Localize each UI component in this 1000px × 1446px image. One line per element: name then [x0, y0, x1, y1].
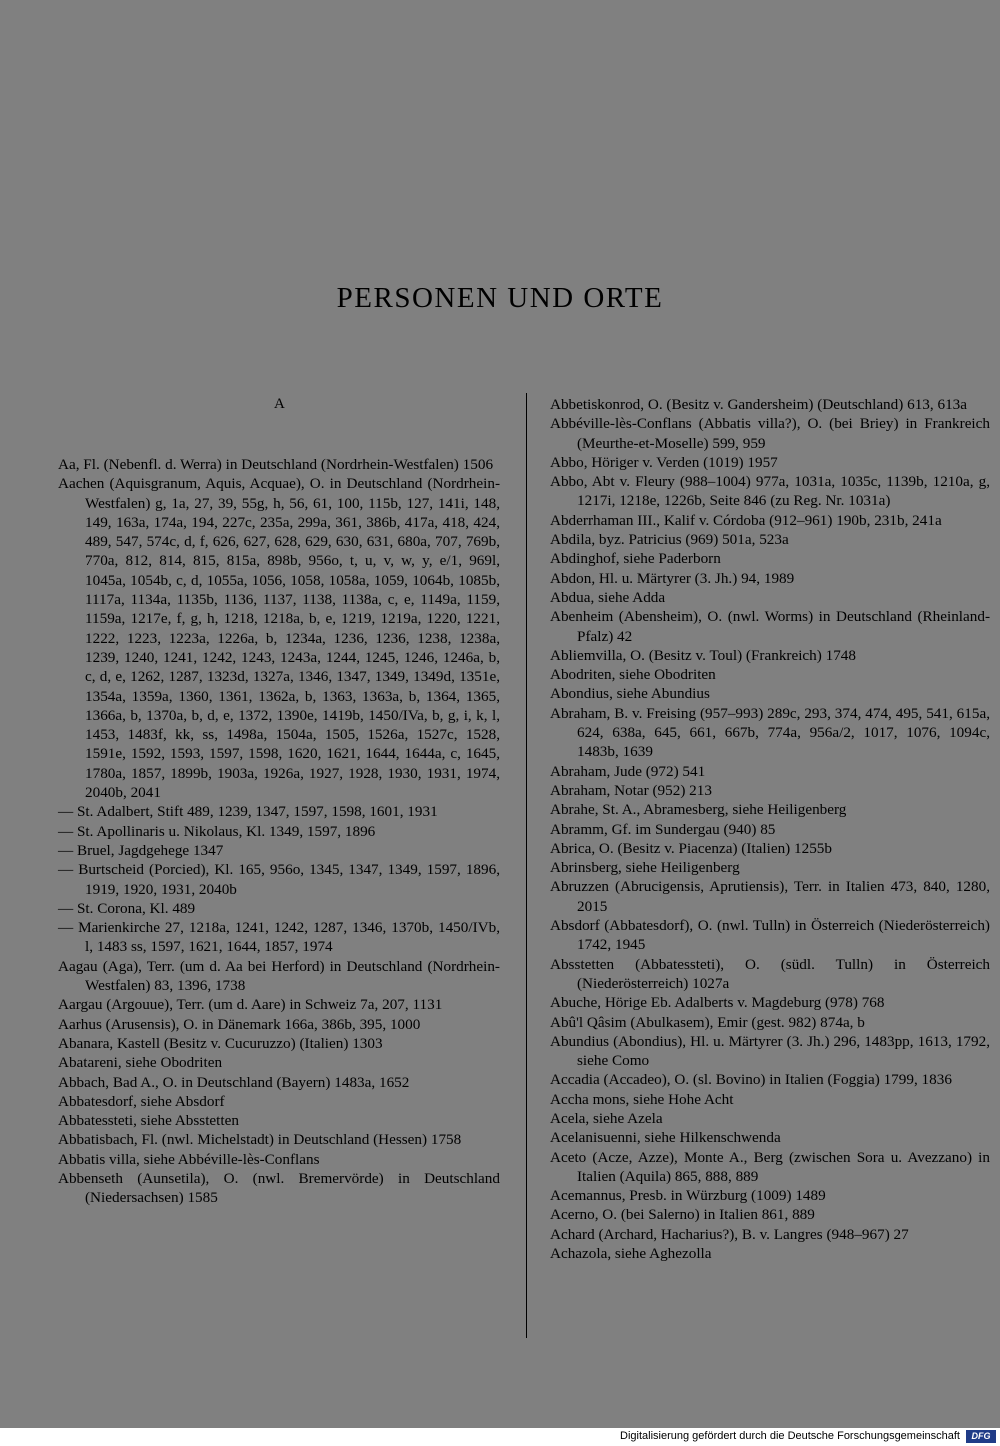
index-entry: Achazola, siehe Aghezolla — [550, 1245, 712, 1263]
index-entry: Abraham, Jude (972) 541 — [550, 762, 706, 780]
index-column-right — [550, 395, 990, 1263]
index-entry: Abundius (Abondius), Hl. u. Märtyrer (3. Jh.) 296, 1483pp, 1613, 1792, siehe Como — [550, 1032, 990, 1070]
index-entry: Abrahe, St. A., Abramesberg, siehe Heiligenberg — [550, 801, 847, 819]
index-entry: Abramm, Gf. im Sundergau (940) 85 — [550, 820, 776, 838]
index-entry: — Bruel, Jagdgehege 1347 — [58, 841, 224, 859]
index-entry: Absstetten (Abbatessteti), O. (südl. Tulln) in Österreich (Niederösterreich) 1027a — [550, 955, 990, 992]
index-entry: Abbo, Abt v. Fleury (988–1004) 977a, 1031a, 1035c, 1139b, 1210a, g, 1217i, 1218e, 1226b, Seite 846 (zu Reg. Nr. 1031a) — [550, 473, 990, 510]
index-entry: Acela, siehe Azela — [550, 1109, 663, 1127]
index-entry: Abbatis villa, siehe Abbéville-lès-Conflans — [58, 1150, 320, 1168]
index-entry: Abbatesdorf, siehe Absdorf — [58, 1092, 225, 1110]
index-entry: Abbatisbach, Fl. (nwl. Michelstadt) in Deutschland (Hessen) 1758 — [58, 1131, 462, 1149]
index-entry: Acelanisuenni, siehe Hilkenschwenda — [550, 1129, 781, 1147]
index-entry: — St. Corona, Kl. 489 — [58, 899, 196, 917]
index-entry: — St. Apollinaris u. Nikolaus, Kl. 1349, 1597, 1896 — [58, 822, 376, 840]
index-entry: Abbenseth (Aunsetila), O. (nwl. Bremervörde) in Deutschland (Niedersachsen) 1585 — [58, 1169, 500, 1207]
index-entry: Abodriten, siehe Obodriten — [550, 666, 716, 684]
column-divider — [526, 393, 527, 1338]
index-entry: Abderrhaman III., Kalif v. Córdoba (912–961) 190b, 231b, 241a — [550, 511, 942, 529]
index-entry: Abbatessteti, siehe Absstetten — [58, 1112, 239, 1130]
index-entry: Abbetiskonrod, O. (Besitz v. Gandersheim) (Deutschland) 613, 613a — [550, 396, 967, 413]
index-entry: Abliemvilla, O. (Besitz v. Toul) (Frankreich) 1748 — [550, 646, 856, 664]
page-title: PERSONEN UND ORTE — [336, 282, 664, 314]
footer-bar — [0, 1428, 1000, 1446]
index-entry: Abuche, Hörige Eb. Adalberts v. Magdeburg (978) 768 — [550, 994, 885, 1012]
index-entry: Aachen (Aquisgranum, Aquis, Acquae), O. in Deutschland (Nordrhein-Westfalen) g, 1a, 27, 39, 55g, h, 56, 61, 100, 115b, 127, 141i, 148, 149, 163a, 174a, 194, 227c, 235a, 299a, 361, 386b, 417a, 418, 424, 489, 547, 574c, d, f, 626, 627, 628, 629, 630, 631, 680a, 707, 769b, 770a, 812, 814, 815, 815a, 898b, 956o, t, u, v, w, y, e/1, 969l, 1045a, 1054b, c, d, 1055a, 1056, 1058, 1058a, 1059, 1064b, 1085b, 1117a, 1134a, 1135b, 1136, 1137, 1138, 1138a, c, e, 1149a, 1159, 1159a, 1217e, f, g, h, 1218, 1218a, b, e, 1219, 1219a, 1220, 1221, 1222, 1223, 1223a, 1226a, b, 1234a, 1236, 1236, 1238, 1238a, 1239, 1240, 1241, 1242, 1243, 1243a, 1244, 1245, 1246, 1246a, b, c, d, e, 1262, 1287, 1323d, 1327a, 1346, 1347, 1349, 1349d, 1351e, 1354a, 1359a, 1360, 1361, 1362a, b, 1363, 1363a, b, 1364, 1365, 1366a, b, 1370a, b, d, e, 1372, 1390e, 1419b, 1450/IVa, b, g, i, k, l, 1453, 1483f, kk, ss, 1498a, 1504a, 1505, 1526a, 1527c, 1528, 1591e, 1592, 1593, 1597, 1598, 1620, 1621, 1644, 1644a, c, 1645, 1780a, 1857, 1899b, 1903a, 1926a, 1927, 1928, 1930, 1931, 1974, 2040b, 2041 — [58, 475, 500, 802]
index-entry: Achard (Archard, Hacharius?), B. v. Langres (948–967) 27 — [550, 1225, 909, 1243]
index-entry: Aceto (Acze, Azze), Monte A., Berg (zwischen Sora u. Avezzano) in Italien (Aquila) 865, 888, 889 — [550, 1148, 990, 1185]
index-entry: Aarhus (Arusensis), O. in Dänemark 166a, 386b, 395, 1000 — [58, 1015, 421, 1033]
index-entry: Aagau (Aga), Terr. (um d. Aa bei Herford) in Deutschland (Nordrhein-Westfalen) 83, 1396, 1738 — [58, 957, 500, 995]
index-entry: Acerno, O. (bei Salerno) in Italien 861, 889 — [550, 1206, 815, 1224]
index-entry: Abondius, siehe Abundius — [550, 685, 710, 703]
index-entry: Aa, Fl. (Nebenfl. d. Werra) in Deutschland (Nordrhein-Westfalen) 1506 — [58, 456, 494, 473]
index-entry: Abbo, Höriger v. Verden (1019) 1957 — [550, 453, 778, 471]
index-column-left — [58, 455, 500, 1208]
index-entry: Abanara, Kastell (Besitz v. Cucuruzzo) (Italien) 1303 — [58, 1034, 383, 1052]
index-entry: — Burtscheid (Porcied), Kl. 165, 956o, 1345, 1347, 1349, 1597, 1896, 1919, 1920, 1931, 2040b — [58, 861, 500, 898]
index-entry: Abdon, Hl. u. Märtyrer (3. Jh.) 94, 1989 — [550, 569, 795, 587]
index-entry: Abû'l Qâsim (Abulkasem), Emir (gest. 982) 874a, b — [550, 1013, 865, 1031]
index-entry: Accha mons, siehe Hohe Acht — [550, 1090, 734, 1108]
index-entry: Abruzzen (Abrucigensis, Aprutiensis), Terr. in Italien 473, 840, 1280, 2015 — [550, 878, 990, 915]
index-entry: Abraham, B. v. Freising (957–993) 289c, 293, 374, 474, 495, 541, 615a, 624, 638a, 645, 661, 667b, 774a, 956a/2, 1017, 1076, 1094c, 1483b, 1639 — [550, 704, 990, 761]
index-entry: Abrinsberg, siehe Heiligenberg — [550, 859, 740, 877]
index-entry: Absdorf (Abbatesdorf), O. (nwl. Tulln) in Österreich (Niederösterreich) 1742, 1945 — [550, 917, 990, 954]
index-entry: Abraham, Notar (952) 213 — [550, 781, 712, 799]
index-entry: Abatareni, siehe Obodriten — [58, 1054, 223, 1072]
index-entry: Abbach, Bad A., O. in Deutschland (Bayern) 1483a, 1652 — [58, 1073, 410, 1091]
index-entry: Accadia (Accadeo), O. (sl. Bovino) in Italien (Foggia) 1799, 1836 — [550, 1071, 952, 1089]
index-entry: Abbéville-lès-Conflans (Abbatis villa?), O. (bei Briey) in Frankreich (Meurthe-et-Moselle) 599, 959 — [550, 415, 990, 452]
index-entry: Aargau (Argouue), Terr. (um d. Aare) in Schweiz 7a, 207, 1131 — [58, 996, 443, 1014]
index-entry: Abenheim (Abensheim), O. (nwl. Worms) in Deutschland (Rheinland-Pfalz) 42 — [550, 608, 990, 645]
index-entry: Abdila, byz. Patricius (969) 501a, 523a — [550, 531, 789, 549]
index-entry: Acemannus, Presb. in Würzburg (1009) 1489 — [550, 1187, 826, 1205]
index-entry: Abdua, siehe Adda — [550, 588, 666, 606]
section-letter: A — [274, 396, 285, 412]
footer-credit: Digitalisierung gefördert durch die Deutsche Forschungsgemeinschaft — [620, 1430, 960, 1442]
index-entry: — Marienkirche 27, 1218a, 1241, 1242, 1287, 1346, 1370b, 1450/IVb, l, 1483 ss, 1597, 1621, 1644, 1857, 1974 — [58, 919, 500, 956]
dfg-logo-icon: DFG — [966, 1430, 996, 1443]
index-entry: — St. Adalbert, Stift 489, 1239, 1347, 1597, 1598, 1601, 1931 — [58, 803, 438, 821]
index-entry: Abrica, O. (Besitz v. Piacenza) (Italien) 1255b — [550, 839, 832, 857]
index-entry: Abdinghof, siehe Paderborn — [550, 550, 721, 568]
